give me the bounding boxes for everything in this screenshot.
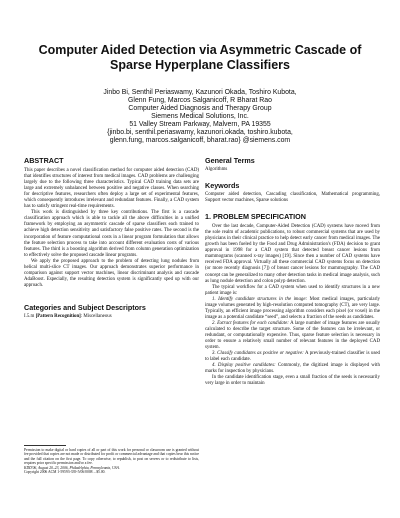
right-column — [205, 156, 380, 387]
workflow-item-1 — [205, 297, 380, 321]
affiliation-group: Computer Aided Diagnosis and Therapy Group — [128, 105, 272, 112]
affiliation-company: Siemens Medical Solutions, Inc. — [151, 113, 249, 120]
footnote-rule — [24, 445, 66, 446]
conference-info: KDD'06, August 20–23, 2006, Philadelphia, Pennsylvania, USA. — [24, 465, 120, 470]
workflow-item-4-label: 4. Display positive candidates: — [212, 363, 276, 369]
general-terms-heading: General Terms — [205, 156, 255, 165]
copyright-footnote — [24, 448, 199, 474]
section-1-paragraph-1: Over the last decade, Computer-Aided Detection (CAD) systems have moved from the sole realm of academic publications, to robust commercial systems that are used by physicians in their clinical practice to help detect early cancer from medical images. The growth has been fueled by the Food and Drug Administration's (FDA) decision to grant approval in 1998 for a CAD system that detected breast cancer lesions from mammograms (scanned x-ray images) [19]. Since then a number of CAD systems have received FDA approval. Virtually all these commercial CAD systems focus on detection (or more recently diagnosis [7]) of breast cancer lesions for mammography. The CAD concept can be generalized to many other detection tasks in medical image analysis, such as lung nodule detection and colon polyp detection. — [205, 224, 380, 284]
abstract-paragraph-1: This paper describes a novel classification method for computer aided detection (CAD) that identifies structures of interest from medical images. CAD problems are challenging largely due to the following three characteristics. Typical CAD training data sets are large and extremely unbalanced between positive and negative classes. When searching for descriptive features, researchers often deploy a large set of experimental features, which consequently introduces irrelevant and redundant features. Finally, a CAD system has to satisfy stringent real-time requirements. — [24, 168, 199, 210]
general-terms-text: Algorithms — [205, 167, 228, 172]
author-emails-2: glenn.fung, marcos.salganicoff, bharat.rao} @siemens.com — [109, 137, 291, 144]
workflow-item-1-text: Most medical images, particularly image volumes generated by high-resolution computed tomography (CT), are very large. Typically, an efficient image processing algorithm considers each pixel (or voxel) in the image as a potential candidate “seed”, and selects a fraction of the seeds as candidates. — [205, 296, 381, 320]
category-rest: : Miscellaneous — [80, 313, 112, 319]
keywords-heading: Keywords — [205, 181, 240, 191]
keywords-text: Computer aided detection, Cascading classification, Mathematical programming, Support vector machines, Sparse solutions — [205, 192, 380, 204]
workflow-item-2-label: 2. Extract features for each candidate: — [212, 320, 289, 326]
category-name: [Pattern Recognition] — [35, 313, 81, 319]
workflow-item-1-label: 1. Identify candidate structures in the image: — [212, 296, 308, 302]
categories-line — [24, 314, 199, 320]
section-1-paragraph-3: In the candidate identification stage, even a small fraction of the seeds is necessarily very large in order to maintain — [205, 375, 380, 387]
workflow-item-3 — [205, 351, 380, 363]
copyright-line: Copyright 2006 ACM 1-59593-339-5/06/0008 ...$5.00. — [24, 470, 106, 475]
workflow-item-2-text: A large number of image features are usually calculated to describe the target structure. Some of the features can be irrelevant, or redundant, or computationally expensive. Thus, sparse feature selection is necessary in order to ensure a relatively small number of relevant features in the deployed CAD system. — [205, 320, 381, 351]
author-emails-1: {jinbo.bi, senthil.periaswamy, kazunori.okada, toshiro.kubota, — [107, 129, 293, 136]
author-names-2: Glenn Fung, Marcos Salganicoff, R Bharat Rao — [128, 97, 272, 104]
abstract-heading: ABSTRACT — [24, 156, 64, 165]
affiliation-address: 51 Valley Stream Parkway, Malvern, PA 19355 — [129, 121, 271, 128]
section-1-paragraph-2: The typical workflow for a CAD system when used to identify structures in a new patient image is: — [205, 284, 380, 296]
section-1-heading: 1. PROBLEM SPECIFICATION — [205, 212, 306, 222]
workflow-item-3-text: A previously-trained classifier is used to label each candidate. — [205, 351, 380, 363]
paper-title-line-1: Computer Aided Detection via Asymmetric Cascade of — [38, 43, 362, 57]
permission-notice: Permission to make digital or hard copies of all or part of this work for personal or classroom use is granted without fee provided that copies are not made or distributed for profit or commercial advantage and that copies bear this notice and the full citation on the first page. To copy otherwise, to republish, to post on servers or to redistribute to lists, requires prior specific permission and/or a fee. — [24, 448, 199, 466]
workflow-item-2 — [205, 321, 380, 351]
author-names-1: Jinbo Bi, Senthil Periaswamy, Kazunori Okada, Toshiro Kubota, — [103, 89, 297, 96]
workflow-item-3-label: 3. Classify candidates as positive or negative: — [212, 351, 304, 357]
workflow-item-4-text: Commonly, the digitized image is displayed with marks for inspection by physicians. — [205, 363, 380, 375]
abstract-paragraph-2: This work is distinguished by three key contributions. The first is a cascade classification approach which is able to tackle all the above difficulties in a unified framework by employing an asymmetric cascade of sparse classifiers each trained to achieve high detection sensitivity and satisfactory false positive rates. The second is the incorporation of feature computational costs in a linear program formulation that allows the feature selection process to take into account different evaluation costs of various features. The third is a boosting algorithm derived from column generation optimization to effectively solve the proposed cascade linear programs. — [24, 210, 199, 258]
category-code: I.5.m — [24, 313, 35, 319]
categories-heading: Categories and Subject Descriptors — [24, 302, 146, 312]
paper-title-line-2: Sparse Hyperplane Classifiers — [110, 58, 290, 72]
abstract-paragraph-3: We apply the proposed approach to the problem of detecting lung nodules from helical multi-slice CT images. Our approach demonstrates superior performance in comparison against support vector machines, linear discriminant analysis and cascade AdaBoost. Especially, the resulting detection system is significantly sped up with our approach. — [24, 258, 199, 288]
workflow-item-4 — [205, 363, 380, 375]
left-column — [24, 156, 199, 320]
